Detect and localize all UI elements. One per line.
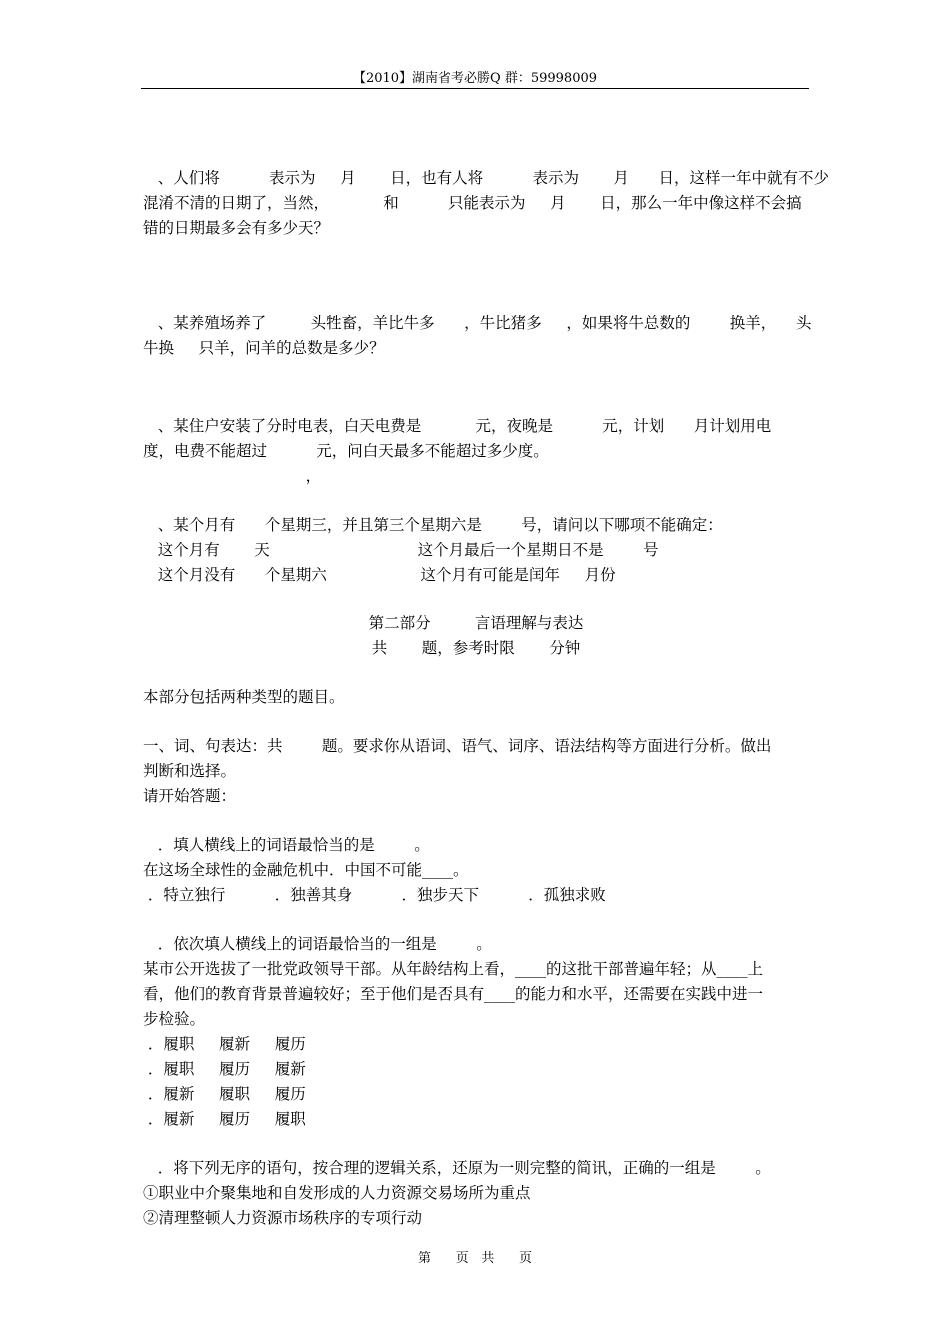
page-header: 【2010】湖南省考必勝Q 群：59998009	[352, 71, 598, 86]
item2-line-2: 看，他们的教育背景普遍较好；至于他们是否具有____的能力和水平，还需要在实践中进一	[143, 985, 764, 1003]
spacer	[143, 489, 809, 513]
item2-option-d: ．履新 履历 履职	[143, 1110, 306, 1128]
item3-stem: ．将下列无序的语句，按合理的逻辑关系，还原为一则完整的简讯，正确的一组是 。	[143, 1159, 771, 1177]
part2-intro: 本部分包括两种类型的题目。	[143, 688, 345, 706]
q4-line-1: 、某个月有 个星期三，并且第三个星期六是 号，请问以下哪项不能确定：	[143, 516, 723, 534]
q4-line-3: 这个月没有 个星期六 这个月有可能是闰年 月份	[143, 566, 616, 584]
q2-line-1: 、某养殖场养了 头牲畜，羊比牛多 ，牛比猪多 ，如果将牛总数的 换羊， 头	[143, 314, 812, 332]
section1-line-1: 一、词、句表达：共 题。要求你从语词、语气、词序、语法结构等方面进行分析。做出	[143, 737, 772, 755]
q1-line-3: 错的日期最多会有多少天？	[143, 219, 330, 237]
q2-line-2: 牛换 只羊，问羊的总数是多少？	[143, 339, 385, 357]
q3-line-3: ，	[143, 467, 322, 485]
item2-stem: ．依次填人横线上的词语最恰当的一组是 。	[143, 935, 492, 953]
item1-stem: ．填人横线上的词语最恰当的是 。	[143, 836, 430, 854]
page-footer: 第 页 共 页	[418, 1251, 532, 1266]
spacer	[143, 710, 809, 734]
item2-line-3: 步检验。	[143, 1010, 206, 1028]
spacer	[143, 361, 809, 414]
item2-option-a: ．履职 履新 履历	[143, 1035, 306, 1053]
item3-sentence-2: ②清理整顿人力资源市场秩序的专项行动	[143, 1209, 423, 1227]
q1-line-1: 、人们将 表示为 月 日，也有人将 表示为 月 日，这样一年中就有不少	[143, 169, 829, 187]
spacer	[143, 241, 809, 311]
section1-line-2: 判断和选择。	[143, 762, 237, 780]
item2-option-b: ．履职 履历 履新	[143, 1060, 306, 1078]
document-body	[143, 166, 829, 1231]
header-rule	[141, 88, 809, 89]
part2-subtitle: 共 题，参考时限 分钟	[371, 639, 581, 657]
spacer	[143, 1132, 809, 1156]
item2-line-1: 某市公开选拔了一批党政领导干部。从年龄结构上看，____的这批干部普遍年轻；从____上	[143, 960, 764, 978]
spacer	[143, 588, 809, 611]
section1-line-3: 请开始答题：	[143, 787, 237, 805]
item2-option-c: ．履新 履职 履历	[143, 1085, 306, 1103]
item3-sentence-1: ①职业中介聚集地和自发形成的人力资源交易场所为重点	[143, 1184, 531, 1202]
part2-title: 第二部分 言语理解与表达	[368, 614, 584, 632]
spacer	[143, 809, 809, 833]
item1-sentence: 在这场全球性的金融危机中．中国不可能____。	[143, 861, 469, 879]
item1-options: ．特立独行 ．独善其身 ．独步天下 ．孤独求败	[143, 886, 606, 904]
q3-line-1: 、某住户安装了分时电表，白天电费是 元，夜晚是 元，计划 月计划用电	[143, 417, 772, 435]
q3-line-2: 度，电费不能超过 元，问白天最多不能超过多少度。	[143, 442, 549, 460]
spacer	[143, 661, 809, 685]
q4-line-2: 这个月有 天 这个月最后一个星期日不是 号	[143, 541, 659, 559]
q1-line-2: 混淆不清的日期了，当然， 和 只能表示为 月 日，那么一年中像这样不会搞	[143, 194, 802, 212]
spacer	[143, 908, 809, 932]
